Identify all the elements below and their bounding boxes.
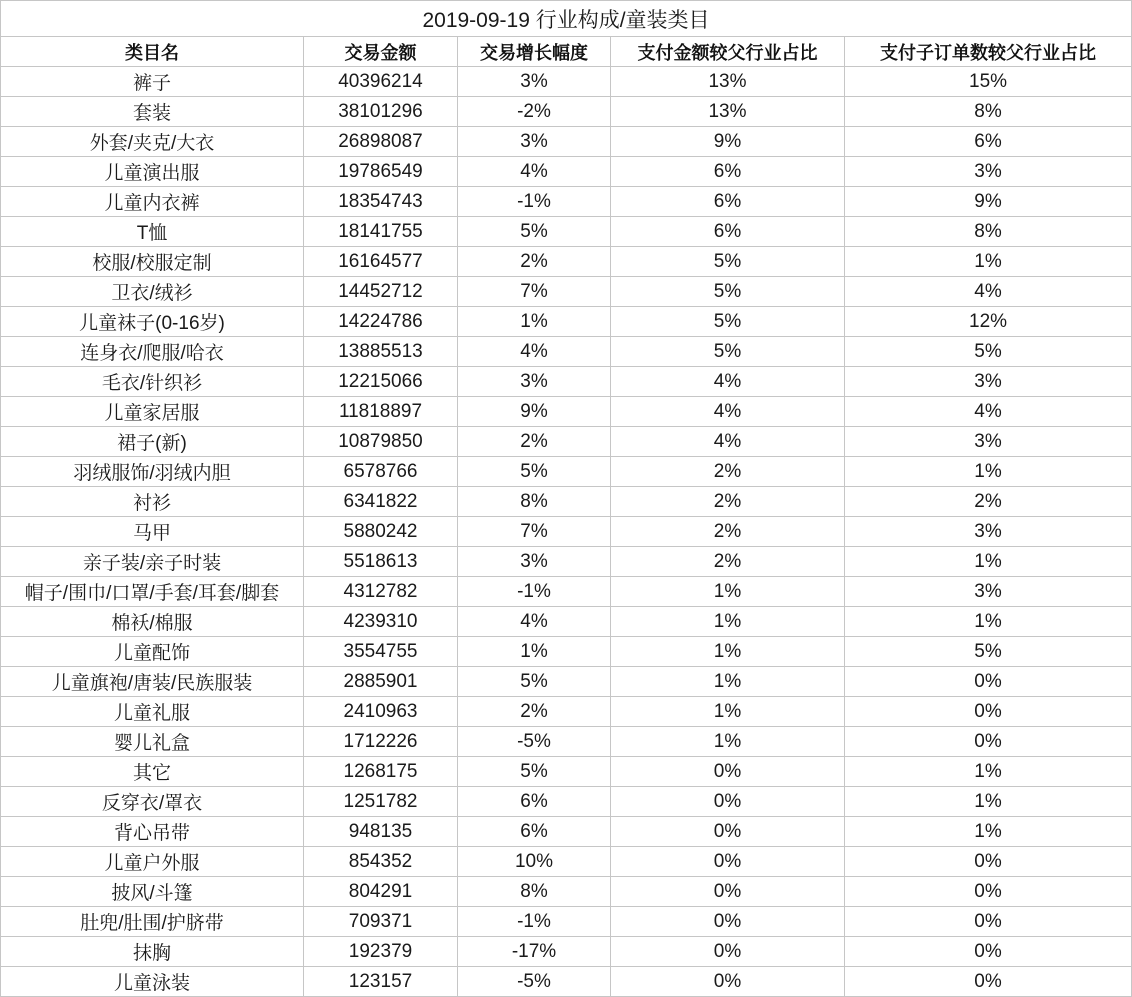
cell-trade-growth[interactable]: 1%	[458, 637, 611, 667]
cell-trade-growth[interactable]: -5%	[458, 727, 611, 757]
cell-trade-growth[interactable]: 2%	[458, 247, 611, 277]
table-row	[1, 937, 1132, 967]
cell-trade-amount[interactable]: 4239310	[304, 607, 458, 637]
cell-suborder-share[interactable]: 0%	[845, 667, 1132, 697]
cell-trade-amount[interactable]: 3554755	[304, 637, 458, 667]
cell-trade-amount[interactable]: 14224786	[304, 307, 458, 337]
cell-category[interactable]: 衬衫	[1, 487, 304, 517]
cell-payment-share[interactable]: 4%	[611, 367, 845, 397]
cell-suborder-share[interactable]: 1%	[845, 757, 1132, 787]
cell-suborder-share[interactable]: 6%	[845, 127, 1132, 157]
cell-trade-growth[interactable]: 10%	[458, 847, 611, 877]
cell-category[interactable]: T恤	[1, 217, 304, 247]
table-row	[1, 817, 1132, 847]
cell-trade-amount[interactable]: 709371	[304, 907, 458, 937]
cell-payment-share[interactable]: 5%	[611, 337, 845, 367]
table-row	[1, 547, 1132, 577]
cell-trade-growth[interactable]: -2%	[458, 97, 611, 127]
table-row	[1, 157, 1132, 187]
table-row	[1, 247, 1132, 277]
table-row	[1, 427, 1132, 457]
cell-suborder-share[interactable]: 12%	[845, 307, 1132, 337]
table-row	[1, 907, 1132, 937]
column-header-trade-amount[interactable]: 交易金额	[304, 37, 458, 67]
table-row	[1, 127, 1132, 157]
cell-suborder-share[interactable]: 3%	[845, 427, 1132, 457]
cell-trade-amount[interactable]: 948135	[304, 817, 458, 847]
cell-trade-growth[interactable]: 3%	[458, 547, 611, 577]
cell-category[interactable]: 儿童旗袍/唐装/民族服装	[1, 667, 304, 697]
cell-payment-share[interactable]: 5%	[611, 307, 845, 337]
cell-payment-share[interactable]: 2%	[611, 487, 845, 517]
cell-suborder-share[interactable]: 3%	[845, 577, 1132, 607]
column-header-payment-share[interactable]: 支付金额较父行业占比	[611, 37, 845, 67]
cell-trade-growth[interactable]: -1%	[458, 577, 611, 607]
cell-trade-amount[interactable]: 2885901	[304, 667, 458, 697]
cell-category[interactable]: 儿童配饰	[1, 637, 304, 667]
cell-payment-share[interactable]: 9%	[611, 127, 845, 157]
table-row	[1, 187, 1132, 217]
cell-trade-growth[interactable]: 4%	[458, 607, 611, 637]
cell-payment-share[interactable]: 5%	[611, 277, 845, 307]
cell-category[interactable]: 卫衣/绒衫	[1, 277, 304, 307]
cell-payment-share[interactable]: 0%	[611, 847, 845, 877]
cell-trade-amount[interactable]: 26898087	[304, 127, 458, 157]
cell-category[interactable]: 儿童袜子(0-16岁)	[1, 307, 304, 337]
cell-trade-growth[interactable]: 3%	[458, 367, 611, 397]
cell-trade-amount[interactable]: 40396214	[304, 67, 458, 97]
cell-suborder-share[interactable]: 3%	[845, 157, 1132, 187]
cell-trade-amount[interactable]: 10879850	[304, 427, 458, 457]
table-row	[1, 697, 1132, 727]
table-row	[1, 217, 1132, 247]
cell-trade-growth[interactable]: 5%	[458, 757, 611, 787]
table-row	[1, 97, 1132, 127]
cell-trade-growth[interactable]: 5%	[458, 667, 611, 697]
cell-category[interactable]: 套装	[1, 97, 304, 127]
cell-trade-growth[interactable]: 1%	[458, 307, 611, 337]
cell-suborder-share[interactable]: 3%	[845, 517, 1132, 547]
cell-trade-growth[interactable]: 8%	[458, 877, 611, 907]
cell-trade-growth[interactable]: 6%	[458, 817, 611, 847]
cell-payment-share[interactable]: 1%	[611, 577, 845, 607]
cell-category[interactable]: 儿童演出服	[1, 157, 304, 187]
cell-trade-amount[interactable]: 11818897	[304, 397, 458, 427]
cell-category[interactable]: 毛衣/针织衫	[1, 367, 304, 397]
cell-suborder-share[interactable]: 5%	[845, 637, 1132, 667]
cell-payment-share[interactable]: 6%	[611, 187, 845, 217]
table-title[interactable]: 2019-09-19 行业构成/童装类目	[1, 1, 1132, 37]
cell-category[interactable]: 裙子(新)	[1, 427, 304, 457]
column-header-category[interactable]: 类目名	[1, 37, 304, 67]
cell-trade-amount[interactable]: 18354743	[304, 187, 458, 217]
header-row	[1, 37, 1132, 67]
cell-trade-growth[interactable]: 7%	[458, 517, 611, 547]
column-header-trade-growth[interactable]: 交易增长幅度	[458, 37, 611, 67]
cell-category[interactable]: 其它	[1, 757, 304, 787]
cell-payment-share[interactable]: 1%	[611, 697, 845, 727]
cell-category[interactable]: 裤子	[1, 67, 304, 97]
cell-trade-amount[interactable]: 13885513	[304, 337, 458, 367]
cell-category[interactable]: 儿童家居服	[1, 397, 304, 427]
cell-category[interactable]: 羽绒服饰/羽绒内胆	[1, 457, 304, 487]
cell-category[interactable]: 亲子装/亲子时装	[1, 547, 304, 577]
cell-category[interactable]: 儿童户外服	[1, 847, 304, 877]
cell-trade-amount[interactable]: 16164577	[304, 247, 458, 277]
cell-suborder-share[interactable]: 0%	[845, 967, 1132, 997]
cell-payment-share[interactable]: 2%	[611, 517, 845, 547]
cell-suborder-share[interactable]: 1%	[845, 547, 1132, 577]
cell-trade-amount[interactable]: 123157	[304, 967, 458, 997]
cell-payment-share[interactable]: 0%	[611, 757, 845, 787]
cell-trade-amount[interactable]: 804291	[304, 877, 458, 907]
cell-trade-growth[interactable]: -5%	[458, 967, 611, 997]
cell-suborder-share[interactable]: 1%	[845, 457, 1132, 487]
table-row	[1, 307, 1132, 337]
cell-suborder-share[interactable]: 9%	[845, 187, 1132, 217]
cell-trade-growth[interactable]: 9%	[458, 397, 611, 427]
cell-payment-share[interactable]: 0%	[611, 907, 845, 937]
cell-payment-share[interactable]: 2%	[611, 457, 845, 487]
cell-category[interactable]: 儿童内衣裤	[1, 187, 304, 217]
cell-trade-growth[interactable]: 2%	[458, 427, 611, 457]
cell-payment-share[interactable]: 0%	[611, 787, 845, 817]
cell-trade-amount[interactable]: 4312782	[304, 577, 458, 607]
table-row	[1, 847, 1132, 877]
cell-suborder-share[interactable]: 5%	[845, 337, 1132, 367]
cell-category[interactable]: 连身衣/爬服/哈衣	[1, 337, 304, 367]
cell-trade-growth[interactable]: 6%	[458, 787, 611, 817]
table-row	[1, 367, 1132, 397]
table-row	[1, 757, 1132, 787]
cell-category[interactable]: 反穿衣/罩衣	[1, 787, 304, 817]
cell-trade-growth[interactable]: -17%	[458, 937, 611, 967]
cell-category[interactable]: 儿童礼服	[1, 697, 304, 727]
cell-trade-amount[interactable]: 12215066	[304, 367, 458, 397]
cell-trade-amount[interactable]: 2410963	[304, 697, 458, 727]
table-row	[1, 637, 1132, 667]
cell-category[interactable]: 棉袄/棉服	[1, 607, 304, 637]
cell-trade-amount[interactable]: 18141755	[304, 217, 458, 247]
cell-payment-share[interactable]: 1%	[611, 607, 845, 637]
cell-trade-growth[interactable]: 5%	[458, 457, 611, 487]
table-row	[1, 487, 1132, 517]
cell-payment-share[interactable]: 1%	[611, 667, 845, 697]
table-row	[1, 727, 1132, 757]
cell-suborder-share[interactable]: 0%	[845, 877, 1132, 907]
table-row	[1, 967, 1132, 997]
cell-payment-share[interactable]: 13%	[611, 67, 845, 97]
cell-suborder-share[interactable]: 0%	[845, 847, 1132, 877]
cell-trade-amount[interactable]: 6578766	[304, 457, 458, 487]
cell-trade-amount[interactable]: 1251782	[304, 787, 458, 817]
cell-category[interactable]: 儿童泳装	[1, 967, 304, 997]
cell-payment-share[interactable]: 2%	[611, 547, 845, 577]
cell-category[interactable]: 婴儿礼盒	[1, 727, 304, 757]
cell-category[interactable]: 肚兜/肚围/护脐带	[1, 907, 304, 937]
table-row	[1, 667, 1132, 697]
cell-trade-amount[interactable]: 192379	[304, 937, 458, 967]
cell-trade-amount[interactable]: 19786549	[304, 157, 458, 187]
cell-trade-growth[interactable]: -1%	[458, 187, 611, 217]
cell-category[interactable]: 马甲	[1, 517, 304, 547]
title-row	[1, 1, 1132, 37]
cell-payment-share[interactable]: 5%	[611, 247, 845, 277]
cell-category[interactable]: 披风/斗篷	[1, 877, 304, 907]
cell-trade-amount[interactable]: 1712226	[304, 727, 458, 757]
cell-suborder-share[interactable]: 0%	[845, 727, 1132, 757]
cell-trade-growth[interactable]: 3%	[458, 67, 611, 97]
table-row	[1, 397, 1132, 427]
cell-payment-share[interactable]: 6%	[611, 217, 845, 247]
table-row	[1, 577, 1132, 607]
cell-suborder-share[interactable]: 1%	[845, 817, 1132, 847]
cell-suborder-share[interactable]: 8%	[845, 217, 1132, 247]
cell-trade-growth[interactable]: 5%	[458, 217, 611, 247]
table-row	[1, 67, 1132, 97]
table-row	[1, 337, 1132, 367]
table-body	[1, 67, 1132, 997]
cell-trade-amount[interactable]: 6341822	[304, 487, 458, 517]
cell-trade-amount[interactable]: 5518613	[304, 547, 458, 577]
cell-suborder-share[interactable]: 0%	[845, 697, 1132, 727]
cell-payment-share[interactable]: 0%	[611, 817, 845, 847]
cell-payment-share[interactable]: 4%	[611, 427, 845, 457]
cell-category[interactable]: 校服/校服定制	[1, 247, 304, 277]
cell-trade-growth[interactable]: 7%	[458, 277, 611, 307]
cell-suborder-share[interactable]: 8%	[845, 97, 1132, 127]
cell-suborder-share[interactable]: 3%	[845, 367, 1132, 397]
cell-suborder-share[interactable]: 0%	[845, 907, 1132, 937]
table-row	[1, 517, 1132, 547]
cell-category[interactable]: 外套/夹克/大衣	[1, 127, 304, 157]
cell-trade-amount[interactable]: 38101296	[304, 97, 458, 127]
cell-suborder-share[interactable]: 4%	[845, 277, 1132, 307]
table-row	[1, 457, 1132, 487]
cell-suborder-share[interactable]: 0%	[845, 937, 1132, 967]
cell-payment-share[interactable]: 4%	[611, 397, 845, 427]
cell-trade-amount[interactable]: 1268175	[304, 757, 458, 787]
cell-category[interactable]: 帽子/围巾/口罩/手套/耳套/脚套	[1, 577, 304, 607]
cell-payment-share[interactable]: 1%	[611, 727, 845, 757]
cell-suborder-share[interactable]: 15%	[845, 67, 1132, 97]
cell-suborder-share[interactable]: 4%	[845, 397, 1132, 427]
cell-trade-growth[interactable]: -1%	[458, 907, 611, 937]
table-row	[1, 787, 1132, 817]
cell-trade-growth[interactable]: 4%	[458, 337, 611, 367]
cell-trade-amount[interactable]: 14452712	[304, 277, 458, 307]
cell-trade-growth[interactable]: 8%	[458, 487, 611, 517]
cell-payment-share[interactable]: 13%	[611, 97, 845, 127]
cell-suborder-share[interactable]: 1%	[845, 247, 1132, 277]
table-row	[1, 607, 1132, 637]
cell-payment-share[interactable]: 6%	[611, 157, 845, 187]
cell-category[interactable]: 背心吊带	[1, 817, 304, 847]
cell-trade-growth[interactable]: 2%	[458, 697, 611, 727]
cell-payment-share[interactable]: 1%	[611, 637, 845, 667]
cell-trade-growth[interactable]: 3%	[458, 127, 611, 157]
cell-trade-growth[interactable]: 4%	[458, 157, 611, 187]
cell-payment-share[interactable]: 0%	[611, 937, 845, 967]
cell-suborder-share[interactable]: 2%	[845, 487, 1132, 517]
cell-trade-amount[interactable]: 5880242	[304, 517, 458, 547]
cell-suborder-share[interactable]: 1%	[845, 607, 1132, 637]
cell-payment-share[interactable]: 0%	[611, 877, 845, 907]
table-row	[1, 277, 1132, 307]
cell-payment-share[interactable]: 0%	[611, 967, 845, 997]
column-header-suborder-share[interactable]: 支付子订单数较父行业占比	[845, 37, 1132, 67]
cell-category[interactable]: 抹胸	[1, 937, 304, 967]
table-row	[1, 877, 1132, 907]
cell-suborder-share[interactable]: 1%	[845, 787, 1132, 817]
cell-trade-amount[interactable]: 854352	[304, 847, 458, 877]
